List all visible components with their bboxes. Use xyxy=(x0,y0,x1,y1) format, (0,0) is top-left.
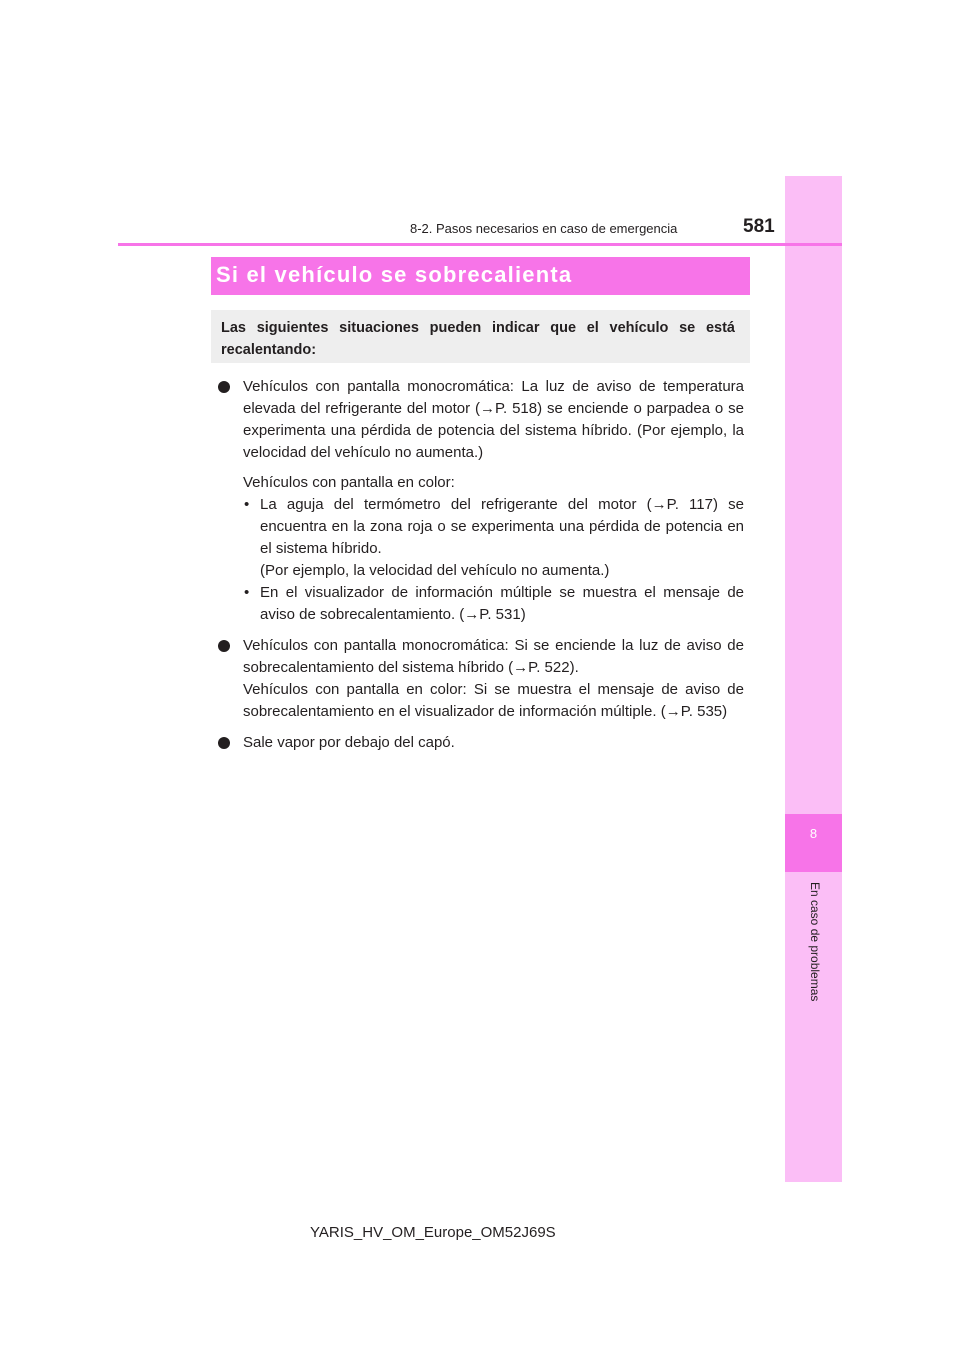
page-title: Si el vehículo se sobrecalienta xyxy=(216,262,573,287)
chapter-title: En caso de problemas xyxy=(808,882,822,1002)
chapter-tab-marker xyxy=(785,814,842,872)
sub-list-item xyxy=(243,494,744,582)
list-item xyxy=(212,635,744,723)
bullet-icon xyxy=(218,381,230,393)
list-item xyxy=(212,732,744,754)
item-text: Vehículos con pantalla monocromática: Si se enciende la luz de aviso de sobrecalentamiento del sistema híbrido (→P. 522). xyxy=(243,637,744,676)
bullet-icon xyxy=(218,640,230,652)
intro-text: Las siguientes situaciones pueden indicar que el vehículo se está recalentando: xyxy=(221,320,735,358)
title-bar xyxy=(211,257,750,295)
item-text: Sale vapor por debajo del capó. xyxy=(243,734,455,751)
sub-bullet-icon: • xyxy=(244,496,250,513)
chapter-side-tab xyxy=(785,176,842,1182)
sub-bullet-icon: • xyxy=(244,584,250,601)
bullet-icon xyxy=(218,737,230,749)
chapter-number: 8 xyxy=(809,826,818,841)
body-content xyxy=(212,376,744,763)
sub-item-note: (Por ejemplo, la velocidad del vehículo no aumenta.) xyxy=(260,562,610,579)
sub-item-text: En el visualizador de información múltiple se muestra el mensaje de aviso de sobrecalentamiento. (→P. 531) xyxy=(260,584,744,623)
list-item xyxy=(212,376,744,626)
footer-code: YARIS_HV_OM_Europe_OM52J69S xyxy=(310,1224,556,1241)
section-label: 8-2. Pasos necesarios en caso de emergencia xyxy=(410,221,678,236)
item-text-2: Vehículos con pantalla en color: Si se muestra el mensaje de aviso de sobrecalentamiento en el visualizador de información múltiple. (→P. 535) xyxy=(243,681,744,720)
page-number: 581 xyxy=(743,216,775,237)
sub-list-item xyxy=(243,582,744,626)
intro-box xyxy=(211,310,750,363)
sub-item-text: La aguja del termómetro del refrigerante del motor (→P. 117) se encuentra en la zona roja o se experimenta una pérdida de potencia en el sistema híbrido. xyxy=(260,496,744,557)
sub-list xyxy=(243,494,744,626)
item-text: Vehículos con pantalla monocromática: La luz de aviso de temperatura elevada del refrigerante del motor (→P. 518) se enciende o parpadea o se experimenta una pérdida de potencia del sistema híbrido. (Por ejemplo, la velocidad del vehículo no aumenta.) xyxy=(243,378,744,461)
item-color-intro: Vehículos con pantalla en color: xyxy=(243,474,455,491)
header-rule xyxy=(118,243,842,246)
